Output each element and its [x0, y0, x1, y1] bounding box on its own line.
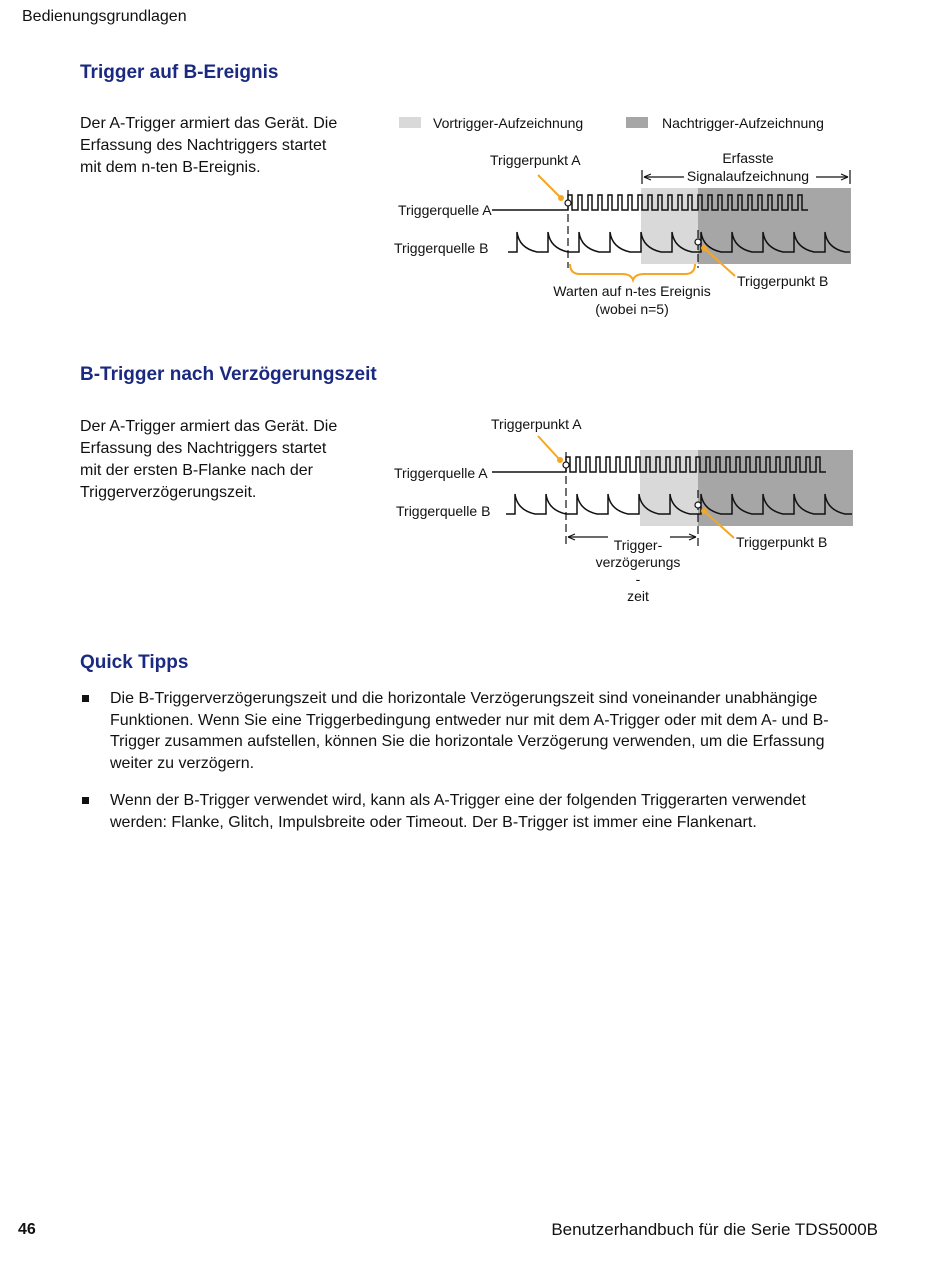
legend-pre-label: Vortrigger-Aufzeichnung [433, 115, 584, 131]
label-wait-2: (wobei n=5) [595, 301, 669, 317]
label-delay-4: zeit [627, 588, 649, 604]
callout-trigger-a [538, 175, 561, 198]
bullet-icon [82, 797, 89, 804]
label-source-a: Triggerquelle A [398, 202, 492, 218]
callout-dot-b [701, 245, 707, 251]
trigger-b-point-icon [695, 502, 701, 508]
label-delay-2: verzögerungs [595, 554, 681, 570]
tip-text: Wenn der B-Trigger verwendet wird, kann als A-Trigger eine der folgenden Triggerarten verwendet werden: Flanke, Glitch, Impulsbreite oder Timeout. Der B-Trigger ist immer eine Flankenart. [110, 792, 806, 831]
page-number: 46 [18, 1221, 36, 1238]
callout-dot-a [557, 457, 563, 463]
heading-quick-tips: Quick Tipps [80, 652, 189, 673]
diagram-b-trigger-delay [380, 410, 880, 610]
label-delay-1: Trigger- [613, 537, 663, 553]
label-delay-3: - [635, 571, 641, 587]
legend-pre-swatch [399, 117, 421, 128]
bullet-icon [82, 695, 89, 702]
label-source-a: Triggerquelle A [394, 465, 488, 481]
manual-title: Benutzerhandbuch für die Serie TDS5000B [551, 1220, 878, 1239]
callout-trigger-a [538, 436, 560, 460]
label-trigger-point-b: Triggerpunkt B [736, 534, 828, 550]
label-trigger-point-a: Triggerpunkt A [490, 152, 581, 168]
trigger-a-point-icon [563, 462, 569, 468]
label-acquired-1: Erfasste [722, 150, 774, 166]
label-source-b: Triggerquelle B [394, 240, 489, 256]
heading-b-trigger-delay: B-Trigger nach Verzögerungszeit [80, 364, 377, 385]
label-trigger-point-b: Triggerpunkt B [737, 273, 829, 289]
list-item [80, 688, 860, 774]
running-header: Bedienungsgrundlagen [22, 8, 187, 25]
label-trigger-point-a: Triggerpunkt A [491, 416, 582, 432]
heading-trigger-b-event: Trigger auf B-Ereignis [80, 62, 279, 83]
label-wait-1: Warten auf n-tes Ereignis [553, 283, 711, 299]
tip-text: Die B-Triggerverzögerungszeit und die horizontale Verzögerungszeit sind voneinander unabhängige Funktionen. Wenn Sie eine Triggerbedingung entweder nur mit dem A-Trigger oder mit dem A- und B-Trigger zusammen aufstellen, können Sie die horizontale Verzögerung verwenden, um die Erfassung weiter zu verzögern. [110, 690, 829, 772]
label-source-b: Triggerquelle B [396, 503, 491, 519]
diagram-trigger-b-event [380, 108, 880, 323]
label-acquired-2: Signalaufzeichnung [686, 168, 810, 184]
wait-brace [570, 264, 695, 280]
paragraph-trigger-b-event: Der A-Trigger armiert das Gerät. Die Erfassung des Nachtriggers startet mit dem n-ten B-Ereignis. [80, 115, 338, 176]
legend-post-swatch [626, 117, 648, 128]
trigger-b-point-icon [695, 239, 701, 245]
legend-post-label: Nachtrigger-Aufzeichnung [662, 115, 824, 131]
trigger-a-point-icon [565, 200, 571, 206]
callout-dot-b [701, 508, 707, 514]
paragraph-b-trigger-delay: Der A-Trigger armiert das Gerät. Die Erfassung des Nachtriggers startet mit der ersten B-Flanke nach der Triggerverzögerungszeit. [80, 418, 338, 501]
callout-dot-a [558, 195, 564, 201]
list-item [80, 790, 860, 833]
tips-list [80, 688, 860, 849]
